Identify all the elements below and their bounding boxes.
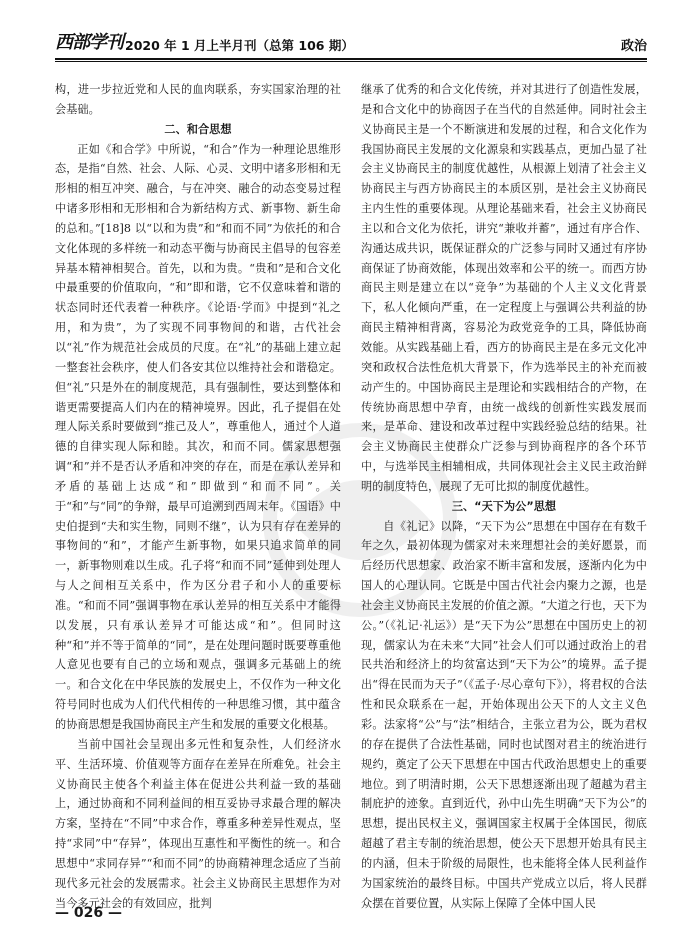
paragraph: 当前中国社会呈现出多元性和复杂性，人们经济水平、生活环境、价值观等方面存在差异在所难免。社会主义协商民主使各个利益主体在促进公共利益一致的基础上，通过协商和不同利益间的相互妥协寻求最合理的解决方案，坚持在“不同”中求合作，尊重多种差异性观点，坚持“求同”中“存异”，体现出互惠性和平衡性的统一。和合思想中“求同存异”“和而不同”的协商精神理念适应了当前现代多元社会的发展需求。社会主义协商民主思想作为对当今多元社会的有效回应，批判 xyxy=(55,737,341,910)
section-heading-harmony: 二、和合思想 xyxy=(164,122,232,136)
paragraph: 自《礼记》以降，“天下为公”思想在中国存在有数千年之久，最初体现为儒家对未来理想社会的美好愿景，而后经历代思想家、政治家不断丰富和发展，逐渐内化为中国人的心理认同。它既是中国古代社会内聚力之源，也是社会主义协商民主发展的价值之源。“大道之行也，天下为公。”（《礼记·礼运》）是“天下为公”思想在中国历史上的初现，儒家认为在未来“大同”社会人们可以通过政治上的君民共治和经济上的均贫富达到“天下为公”的境界。孟子提出“得在民而为天子”（《孟子·尽心章句下》），将君权的合法性和民众联系在一起，开始体现出公天下的人文主义色彩。法家将“公”与“法”相结合，主张立君为公，既为君权的存在提供了合法性基础，同时也试图对君主的统治进行规约，奠定了公天下思想在中国古代政治思想史上的重要地位。到了明清时期，公天下思想逐渐出现了超越为君主制庇护的迹象。直到近代，孙中山先生明确“天下为公”的思想，提出民权主义，强调国家主权属于全体国民，彻底超越了君主专制的统治思想，使公天下思想开始具有民主的内涵，但未于阶级的局限性，也未能将全体人民利益作为国家统治的最终目标。中国共产党成立以后，将人民群众摆在首要位置，从实际上保障了全体中国人民 xyxy=(361,519,647,910)
running-header xyxy=(55,28,647,54)
section-heading-tianxia: 三、“天下为公”思想 xyxy=(451,499,557,513)
right-column xyxy=(361,80,647,913)
page-number: — 026 — xyxy=(55,905,122,921)
paragraph: 构，进一步拉近党和人民的血肉联系，夯实国家治理的社会基础。 xyxy=(55,83,341,116)
left-column xyxy=(55,80,341,913)
paragraph: 继承了优秀的和合文化传统，并对其进行了创造性发展，是和合文化中的协商因子在当代的自然延伸。同时社会主义协商民主是一个不断演进和发展的过程，和合文化作为我国协商民主发展的文化源泉和实践基点，更加凸显了社会主义协商民主的制度优越性，从根源上划清了社会主义协商民主与西方协商民主的本质区别，是社会主义协商民主内生性的重要体现。从理论基础来看，社会主义协商民主以和合文化为依托，讲究“兼收并蓄”，通过有序合作、沟通达成共识，既保证群众的广泛参与同时又通过有序协商保证了协商效能，体现出效率和公平的统一。而西方协商民主则是建立在以“竞争”为基础的个人主义文化背景下，私人化倾向严重，在一定程度上与强调公共利益的协商民主精神相背离，容易沦为政党竞争的工具，降低协商效能。从实践基础上看，西方的协商民主是在多元文化冲突和政权合法性危机大背景下，作为选举民主的补充而被动产生的。中国协商民主是理论和实践相结合的产物，在传统协商思想中孕育，由统一战线的创新性实践发展而来，是革命、建设和改革过程中实践经验总结的结果。社会主义协商民主使群众广泛参与到协商程序的各个环节中，与选举民主相辅相成，共同体现社会主义民主政治鲜明的制度特色，展现了无可比拟的制度优越性。 xyxy=(361,83,647,493)
paragraph: 正如《和合学》中所说，“和合”作为一种理论思维形态，是指“自然、社会、人际、心灵、文明中诸多形相和无形相的相互冲突、融合，与在冲突、融合的动态变易过程中诸多形相和无形相和合为新结构方式、新事物、新生命的总和。”[18]8 以“以和为贵”和“和而不同”为依托的和合文化体现的多样统一和动态平衡与协商民主倡导的包容差异基本精神相契合。首先，以和为贵。“贵和”是和合文化中最重要的价值取向，“和”即和谐，它不仅意味着和谐的状态同时还代表着一种秩序。《论语·学而》中提到“礼之用，和为贵”，为了实现不同事物间的和谐，古代社会以“礼”作为规范社会成员的尺度。在“礼”的基础上建立起一整套社会秩序，使人们各安其位以维持社会和谐稳定。但“礼”只是外在的制度规范，具有强制性，要达到整体和谐更需要提高人们内在的精神境界。因此，孔子提倡在处理人际关系时要做到“推己及人”，尊重他人，通过个人道德的自律实现人际和睦。其次，和而不同。儒家思想强调“和”并不是否认矛盾和冲突的存在，而是在承认差异和矛盾的基础上达成“和”即做到“和而不同”。关于“和”与“同”的争辩，最早可追溯到西周末年。《国语》中史伯提到“夫和实生物，同则不继”，认为只有存在差异的事物间的“和”，才能产生新事物，如果只追求简单的同一，新事物则难以生成。孔子将“和而不同”延伸到处理人与人之间相互关系中，作为区分君子和小人的重要标准。“和而不同”强调事物在承认差异的相互关系中才能得以发展，只有承认差异才可能达成“和”。但同时这种“和”并不等于简单的“同”，是在处理问题时既要尊重他人意见也要有自己的立场和观点，强调多元基础上的统一。和合文化在中华民族的发展史上，不仅作为一种文化符号同时也成为人们代代相传的一种思维习惯，其中蕴含的协商思想是我国协商民主产生和发展的重要文化根基。 xyxy=(55,142,341,731)
issue-info: 2020 年 1 月上半月刊（总第 106 期） xyxy=(125,38,354,53)
header-rule-thin xyxy=(55,61,647,62)
header-rule-thick xyxy=(55,58,647,60)
section-name: 政治 xyxy=(620,39,647,54)
header-left xyxy=(55,28,354,54)
journal-logo: 西部学刊 xyxy=(55,32,123,53)
